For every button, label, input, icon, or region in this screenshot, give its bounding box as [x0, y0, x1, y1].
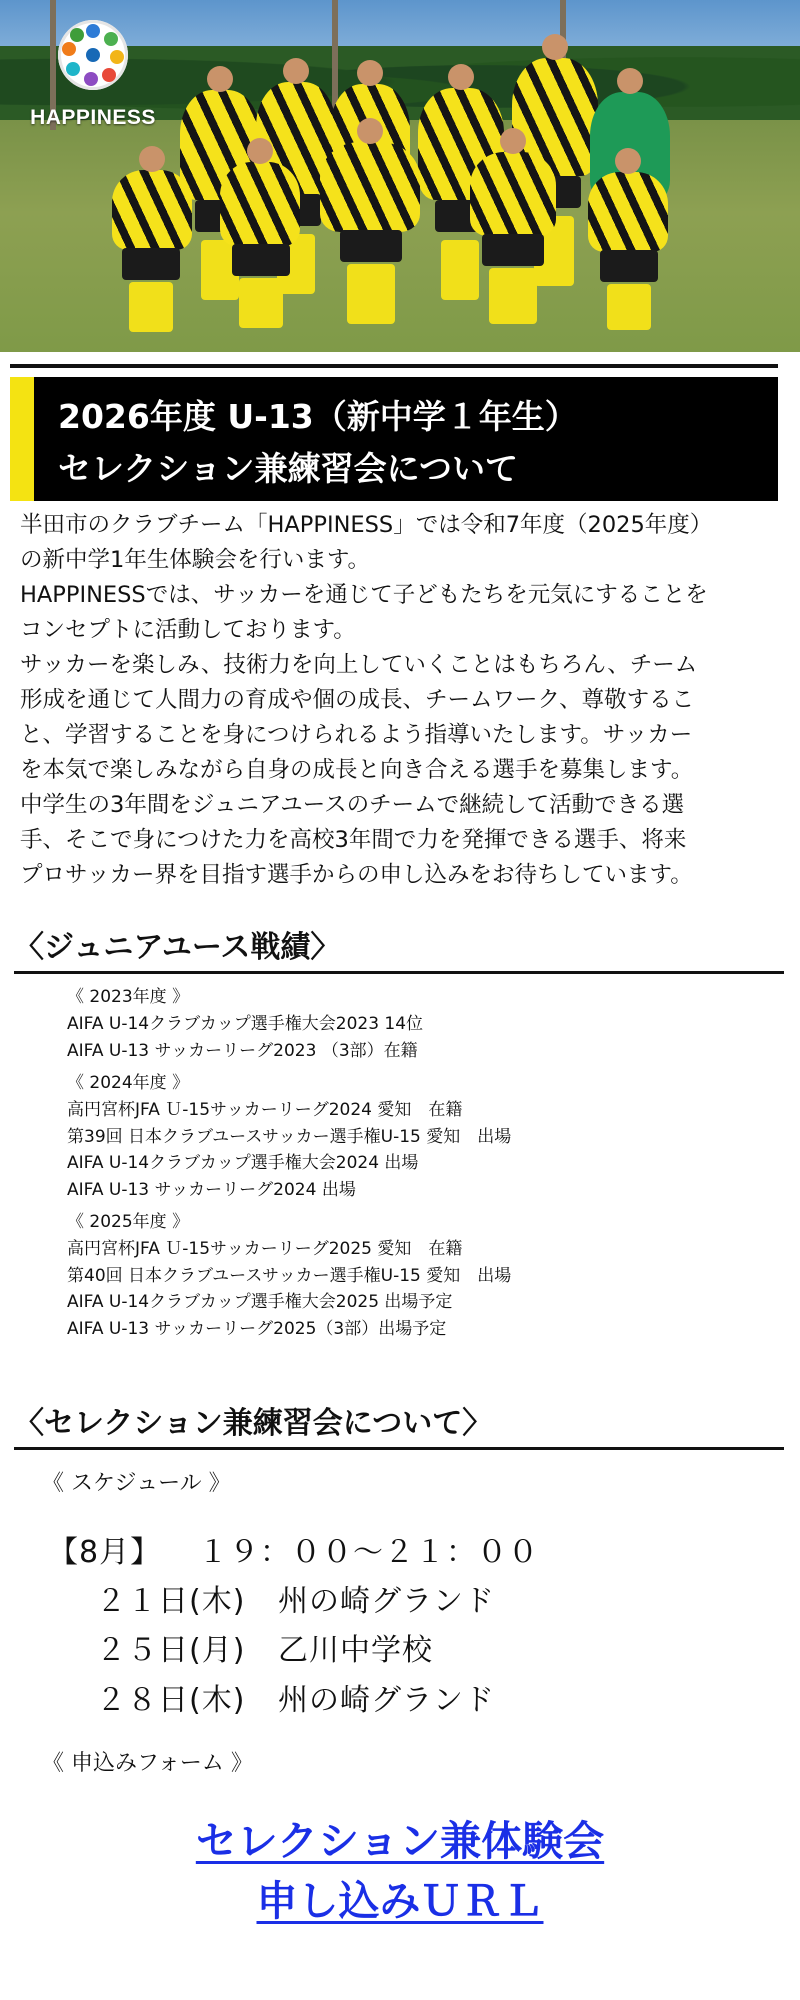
schedule-date: ２５日(月)	[96, 1633, 246, 1668]
selection-heading-rule	[14, 1447, 784, 1450]
schedule-venue: 州の崎グランド	[278, 1683, 495, 1718]
player-legs	[476, 234, 550, 330]
club-logo	[18, 20, 168, 132]
records-list	[67, 984, 767, 1342]
intro-line: サッカーを楽しみ、技術力を向上していくことはもちろん、チーム	[20, 652, 698, 678]
record-item: 第39回 日本クラブユースサッカー選手権U-15 愛知 出場	[67, 1126, 512, 1147]
intro-text	[20, 508, 790, 893]
intro-line: の新中学1年生体験会を行います。	[20, 547, 371, 573]
title-accent-bar	[10, 377, 34, 501]
selection-heading: 〈セレクション兼練習会について〉	[14, 1406, 493, 1441]
player-figure	[320, 142, 420, 232]
player-legs	[334, 230, 408, 330]
record-item: AIFA U-13 サッカーリーグ2024 出場	[67, 1179, 356, 1200]
schedule-month: 【8月】	[48, 1535, 162, 1570]
schedule-venue: 乙川中学校	[278, 1633, 433, 1668]
intro-line: 半田市のクラブチーム「HAPPINESS」では令和7年度（2025年度）	[20, 512, 713, 538]
record-item: AIFA U-14クラブカップ選手権大会2023 14位	[67, 1014, 424, 1034]
intro-line: プロサッカー界を目指す選手からの申し込みをお待ちしています。	[20, 862, 693, 888]
intro-line: を本気で楽しみながら自身の成長と向き合える選手を募集します。	[20, 757, 694, 783]
schedule-label: 《 スケジュール 》	[42, 1471, 231, 1496]
title-top-rule	[10, 364, 778, 368]
year-label: 《 2024年度 》	[67, 1073, 190, 1093]
schedule-date: ２８日(木)	[96, 1683, 246, 1718]
player-figure	[112, 170, 192, 250]
intro-line: 中学生の3年間をジュニアユースのチームで継続して活動できる選	[20, 792, 685, 818]
schedule-time: １９：００～２１：００	[198, 1535, 539, 1570]
record-item: AIFA U-13 サッカーリーグ2023 （3部）在籍	[67, 1040, 418, 1061]
year-label: 《 2025年度 》	[67, 1212, 190, 1232]
player-figure	[470, 152, 556, 236]
intro-line: 手、そこで身につけた力を高校3年間で力を発揮できる選手、将来	[20, 827, 687, 853]
record-item: 高円宮杯JFA Ｕ-15サッカーリーグ2024 愛知 在籍	[67, 1100, 463, 1120]
record-item: AIFA U-14クラブカップ選手権大会2025 出場予定	[67, 1292, 453, 1312]
records-heading: 〈ジュニアユース戦績〉	[14, 930, 341, 965]
record-item: 第40回 日本クラブユースサッカー選手権U-15 愛知 出場	[67, 1265, 512, 1286]
player-legs	[226, 244, 296, 334]
intro-line: 形成を通じて人間力の育成や個の成長、チームワーク、尊敬するこ	[20, 687, 695, 713]
page-title-line-2: セレクション兼練習会について	[58, 449, 519, 488]
title-banner	[10, 377, 778, 501]
year-label: 《 2023年度 》	[67, 987, 190, 1007]
logo-wordmark: HAPPINESS	[30, 106, 156, 129]
player-figure	[588, 172, 668, 252]
team-photo	[0, 0, 800, 352]
page-title-line-1: 2026年度 U-13（新中学１年生）	[58, 397, 578, 436]
player-legs	[594, 250, 664, 336]
record-item: 高円宮杯JFA Ｕ-15サッカーリーグ2025 愛知 在籍	[67, 1239, 463, 1259]
intro-line: と、学習することを身につけられるよう指導いたします。サッカー	[20, 722, 693, 748]
application-link-line-1[interactable]: セレクション兼体験会	[195, 1817, 605, 1865]
schedule-venue: 州の崎グランド	[278, 1584, 495, 1619]
intro-line: コンセプトに活動しております。	[20, 617, 356, 643]
form-label: 《 申込みフォーム 》	[42, 1751, 253, 1776]
record-item: AIFA U-14クラブカップ選手権大会2024 出場	[67, 1153, 419, 1173]
player-figure	[220, 162, 300, 246]
logo-emblem-icon	[58, 20, 128, 90]
records-heading-rule	[14, 971, 784, 974]
intro-line: HAPPINESSでは、サッカーを通じて子どもたちを元気にすることを	[20, 582, 708, 608]
schedule-date: ２１日(木)	[96, 1584, 246, 1619]
record-item: AIFA U-13 サッカーリーグ2025（3部）出場予定	[67, 1318, 447, 1339]
player-legs	[116, 248, 186, 338]
application-link-line-2[interactable]: 申し込みＵＲＬ	[256, 1877, 544, 1925]
